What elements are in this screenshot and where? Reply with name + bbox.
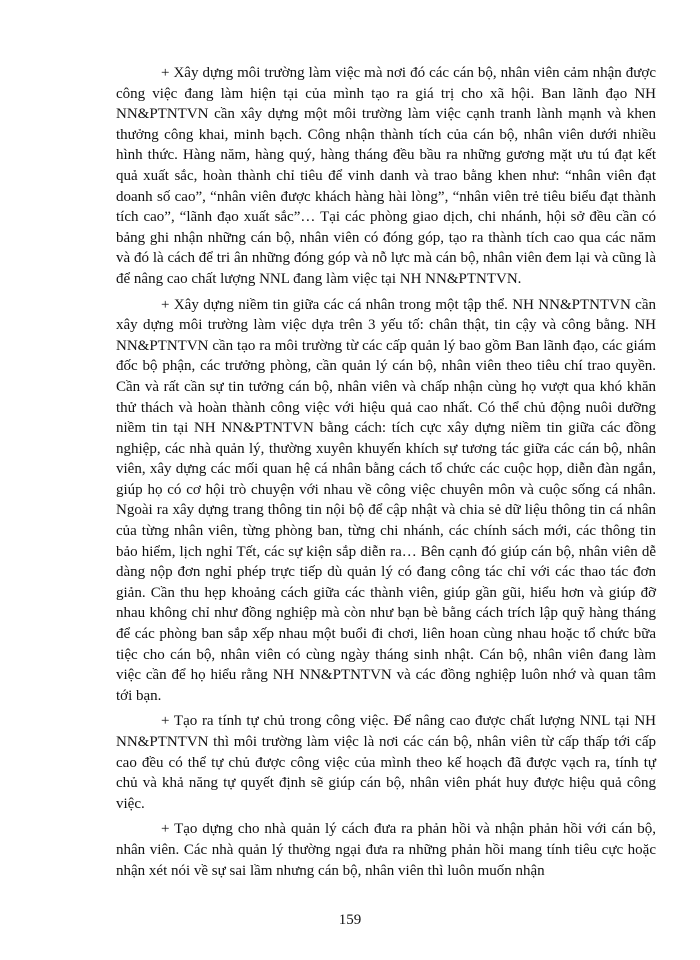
document-body: [116, 63, 656, 886]
page-number: 159: [338, 912, 362, 928]
paragraph-feedback: + Tạo dựng cho nhà quản lý cách đưa ra phản hồi và nhận phản hồi với cán bộ, nhân viên. Các nhà quản lý thường ngại đưa ra những phản hồi mang tính tiêu cực hoặc nhận xét nói về sự sai lầm nhưng cán bộ, nhân viên thì luôn muốn nhận: [116, 821, 656, 879]
paragraph-autonomy: + Tạo ra tính tự chủ trong công việc. Để nâng cao được chất lượng NNL tại NH NN&PTNTVN thì môi trường làm việc là nơi các cán bộ, nhân viên từ cấp thấp tới cấp cao đều có thể tự chủ được công việc của mình theo kế hoạch đã được vạch ra, tính tự chủ và khả năng tự quyết định sẽ giúp cán bộ, nhân viên phát huy được hiệu quả công việc.: [116, 713, 656, 812]
paragraph-build-trust: + Xây dựng niềm tin giữa các cá nhân trong một tập thể. NH NN&PTNTVN cần xây dựng môi trường làm việc dựa trên 3 yếu tố: chân thật, tin cậy và công bằng. NH NN&PTNTVN cần tạo ra môi trường từ các cấp quản lý bao gồm Ban lãnh đạo, các giám đốc bộ phận, các trưởng phòng, cần quản lý cán bộ, nhân viên theo tiêu chí trao quyền. Cần và rất cần sự tin tưởng cán bộ, nhân viên và chấp nhận cùng họ vượt qua khó khăn thử thách và hoàn thành công việc với hiệu quả cao nhất. Có thể chủ động nuôi dưỡng niềm tin tại NH NN&PTNTVN bằng cách: tích cực xây dựng niềm tin giữa các đồng nghiệp, các nhà quản lý, thường xuyên khuyến khích sự tương tác giữa các cán bộ, nhân viên, xây dựng các mối quan hệ cá nhân bằng cách tổ chức các cuộc họp, diễn đàn ngắn, giúp họ có cơ hội trò chuyện với nhau về công việc chuyên môn và cuộc sống cá nhân. Ngoài ra xây dựng trang thông tin nội bộ để cập nhật và chia sẻ dữ liệu thông tin cá nhân của từng nhân viên, từng phòng ban, từng chi nhánh, các chính sách mới, các thông tin bảo hiểm, lịch nghỉ Tết, các sự kiện sắp diễn ra… Bên cạnh đó giúp cán bộ, nhân viên dễ dàng nộp đơn nghỉ phép trực tiếp dù quản lý có đang công tác chỉ với các thao tác đơn giản. Cần thu hẹp khoảng cách giữa các thành viên, giúp gần gũi, hiểu hơn và giúp đỡ nhau không chỉ như đồng nghiệp mà còn như bạn bè bằng cách trích lập quỹ hàng tháng để các phòng ban sắp xếp nhau một buổi đi chơi, liên hoan cùng nhau hoặc tổ chức bữa tiệc cho cán bộ, nhân viên có cùng ngày tháng sinh nhật. Cán bộ, nhân viên đang làm việc cần để họ hiểu rằng NH NN&PTNTVN và các đồng nghiệp luôn nhớ và quan tâm tới bạn.: [116, 296, 656, 704]
paragraph-work-environment: + Xây dựng môi trường làm việc mà nơi đó các cán bộ, nhân viên cảm nhận được công việc đang làm hiện tại của mình tạo ra giá trị cho xã hội. Ban lãnh đạo NH NN&PTNTVN cần xây dựng một môi trường làm việc cạnh tranh lành mạnh và khen thưởng công khai, minh bạch. Công nhận thành tích của cán bộ, nhân viên dưới nhiều hình thức. Hàng năm, hàng quý, hàng tháng đều bầu ra những gương mặt ưu tú đạt kết quả xuất sắc, hoàn thành chỉ tiêu để vinh danh và trao bằng khen như: “nhân viên đạt doanh số cao”, “nhân viên được khách hàng hài lòng”, “nhân viên trẻ tiêu biểu đạt thành tích cao”, “lãnh đạo xuất sắc”… Tại các phòng giao dịch, chi nhánh, hội sở đều cần có bảng ghi nhận những cán bộ, nhân viên có đóng góp, tạo ra thành tích cao qua các năm và đó là cách để tri ân những đóng góp và nỗ lực mà cán bộ, nhân viên đem lại và cũng là để nâng cao chất lượng NNL đang làm việc tại NH NN&PTNTVN.: [116, 65, 656, 287]
